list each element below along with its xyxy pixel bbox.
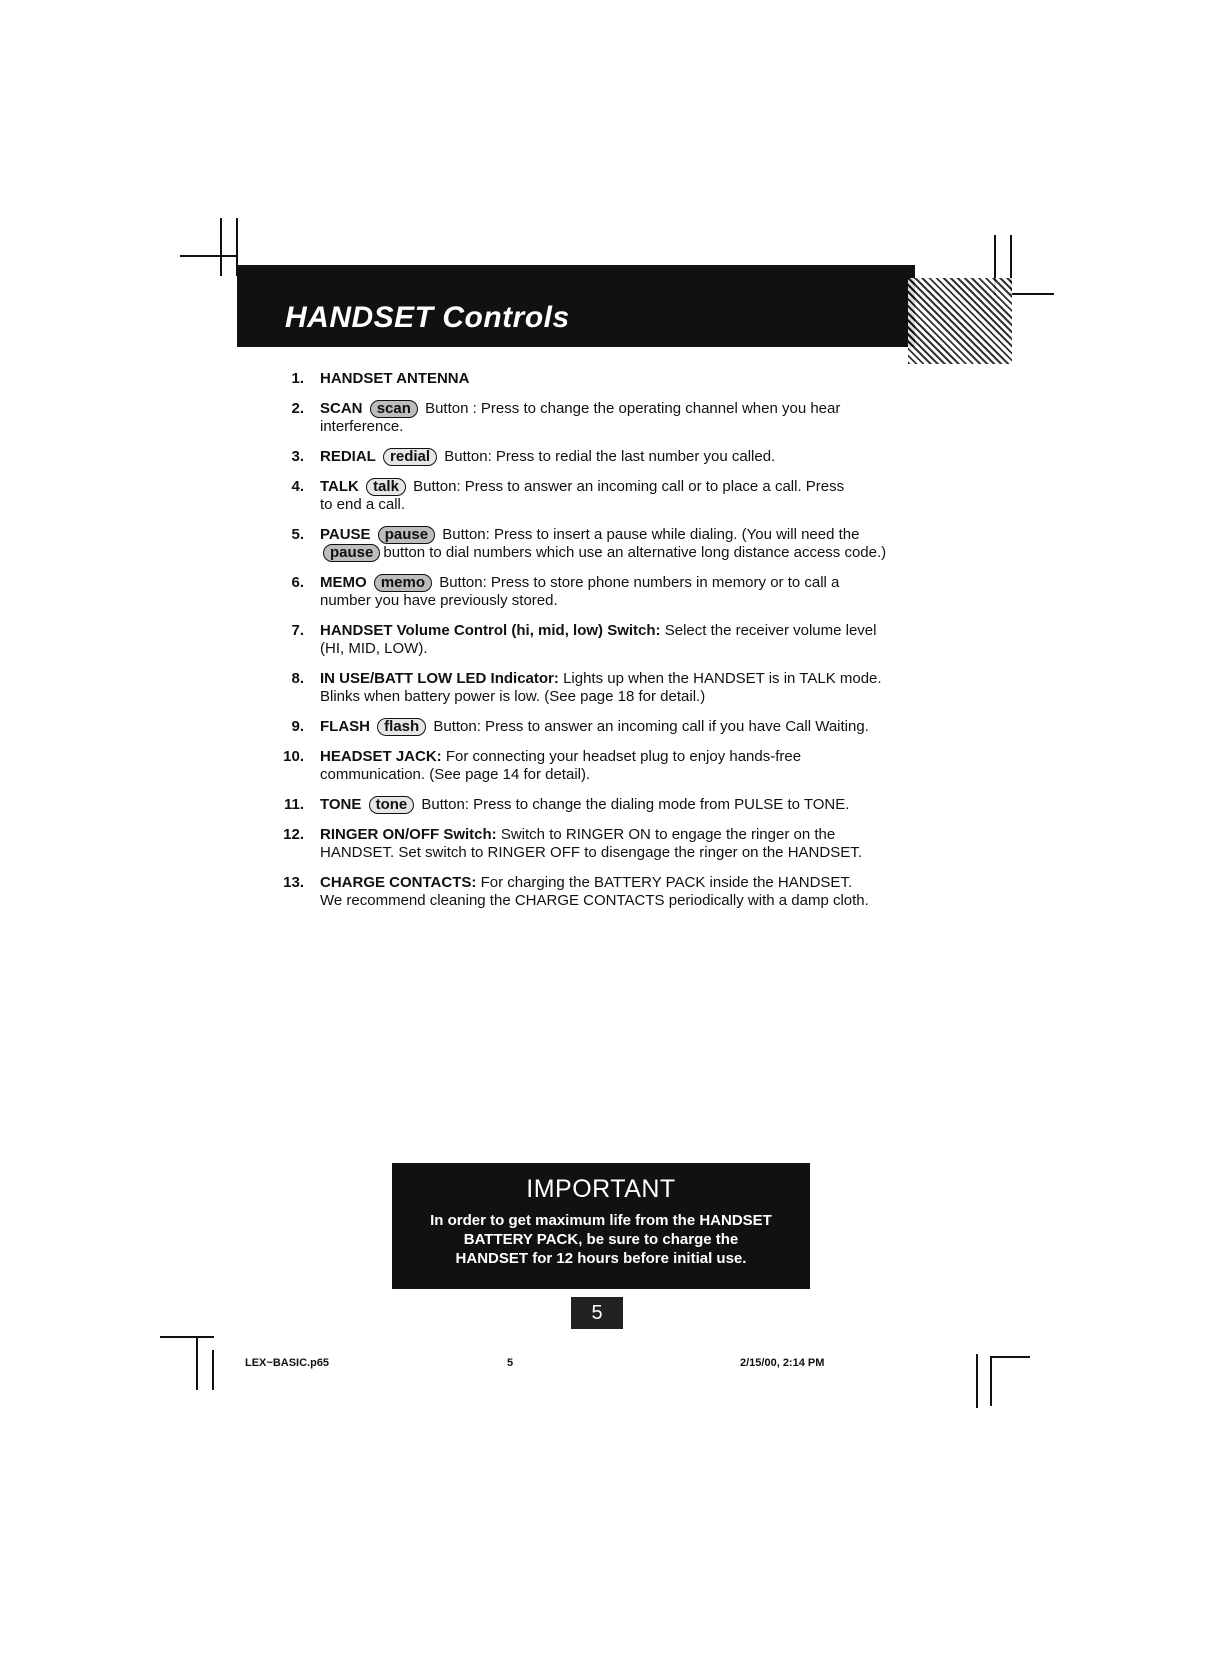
item-description-cont: (HI, MID, LOW). [320,640,428,657]
item-number: 9. [291,718,304,735]
item-description: Button : Press to change the operating channel when you hear [425,400,841,417]
item-description: Button: Press to change the dialing mode from PULSE to TONE. [421,796,850,813]
item-name: HEADSET JACK: [320,748,442,765]
item-description-cont: communication. (See page 14 for detail). [320,766,591,783]
item-description-cont: We recommend cleaning the CHARGE CONTACTS periodically with a damp cloth. [320,892,869,909]
talk-button-icon: talk [366,478,406,496]
footer-page: 5 [507,1357,514,1369]
item-name: SCAN [320,400,363,417]
item-number: 7. [291,622,304,639]
item-name: RINGER ON/OFF Switch: [320,826,497,843]
header-band [237,265,915,347]
pause-button-icon: pause [323,544,380,562]
important-line: In order to get maximum life from the HANDSET [430,1212,772,1229]
item-description: Button: Press to answer an incoming call if you have Call Waiting. [433,718,869,735]
important-notice [392,1163,810,1289]
item-description-cont: HANDSET. Set switch to RINGER OFF to disengage the ringer on the HANDSET. [320,844,862,861]
item-number: 6. [291,574,304,591]
item-number: 13. [283,874,304,891]
crop-mark [220,218,222,276]
item-name: CHARGE CONTACTS: [320,874,477,891]
important-title: IMPORTANT [526,1175,676,1203]
item-description: Button: Press to answer an incoming call or to place a call. Press [413,478,845,495]
important-line: BATTERY PACK, be sure to charge the [463,1231,739,1248]
item-description: Lights up when the HANDSET is in TALK mode. [563,670,882,687]
item-number: 11. [283,796,304,813]
item-description-cont: number you have previously stored. [320,592,558,609]
flash-button-icon: flash [377,718,426,736]
memo-button-icon: memo [374,574,432,592]
item-description-cont: Blinks when battery power is low. (See page 18 for detail.) [320,688,706,705]
item-name: HANDSET Volume Control (hi, mid, low) Switch: [320,622,661,639]
item-name: FLASH [320,718,370,735]
list-item [270,400,910,436]
list-item [270,748,910,784]
list-item [270,670,910,706]
list-item [270,622,910,658]
item-description: Switch to RINGER ON to engage the ringer on the [500,826,836,843]
footer-timestamp: 2/15/00, 2:14 PM [740,1357,825,1369]
controls-list [270,370,910,922]
important-body [412,1211,790,1268]
crop-mark [160,1336,214,1338]
item-number: 3. [291,448,304,465]
crop-mark [976,1354,978,1408]
crop-mark [990,1356,1030,1358]
pause-button-icon: pause [378,526,435,544]
crop-mark [180,255,236,257]
footer-filename: LEX~BASIC.p65 [245,1357,330,1369]
list-item [270,370,910,388]
item-description: For connecting your headset plug to enjoy hands-free [445,748,802,765]
item-description-cont: to end a call. [320,496,406,513]
item-name: MEMO [320,574,367,591]
item-number: 1. [291,370,304,387]
item-description: Button: Press to redial the last number you called. [444,448,776,465]
item-description: Button: Press to store phone numbers in memory or to call a [439,574,840,591]
item-description: Select the receiver volume level [664,622,877,639]
item-description-cont [320,544,910,562]
item-name: TONE [320,796,362,813]
list-item [270,574,910,610]
item-name: TALK [320,478,359,495]
list-item [270,526,910,562]
item-name: HANDSET ANTENNA [320,370,470,387]
list-item [270,826,910,862]
item-description: For charging the BATTERY PACK inside the HANDSET. [480,874,853,891]
scan-button-icon: scan [370,400,418,418]
item-number: 2. [291,400,304,417]
page-title: HANDSET Controls [285,301,570,334]
page-number-badge: 5 [571,1297,623,1329]
item-description-cont: interference. [320,418,404,435]
item-number: 5. [291,526,304,543]
crop-mark [196,1336,198,1390]
crop-mark [990,1356,992,1406]
item-name: IN USE/BATT LOW LED Indicator: [320,670,559,687]
list-item [270,796,910,814]
tone-button-icon: tone [369,796,415,814]
redial-button-icon: redial [383,448,437,466]
item-number: 4. [291,478,304,495]
crop-mark [212,1350,214,1390]
item-name: REDIAL [320,448,376,465]
item-description: Button: Press to insert a pause while dialing. (You will need the [442,526,860,543]
item-description-cont-text: button to dial numbers which use an alternative long distance access code.) [383,544,887,561]
list-item [270,478,910,514]
item-number: 10. [283,748,304,765]
item-name: PAUSE [320,526,371,543]
list-item [270,874,910,910]
crop-mark [1010,293,1054,295]
item-number: 12. [283,826,304,843]
list-item [270,448,910,466]
scan-noise-pattern [908,278,1012,364]
important-line: HANDSET for 12 hours before initial use. [455,1250,747,1267]
item-number: 8. [291,670,304,687]
list-item [270,718,910,736]
